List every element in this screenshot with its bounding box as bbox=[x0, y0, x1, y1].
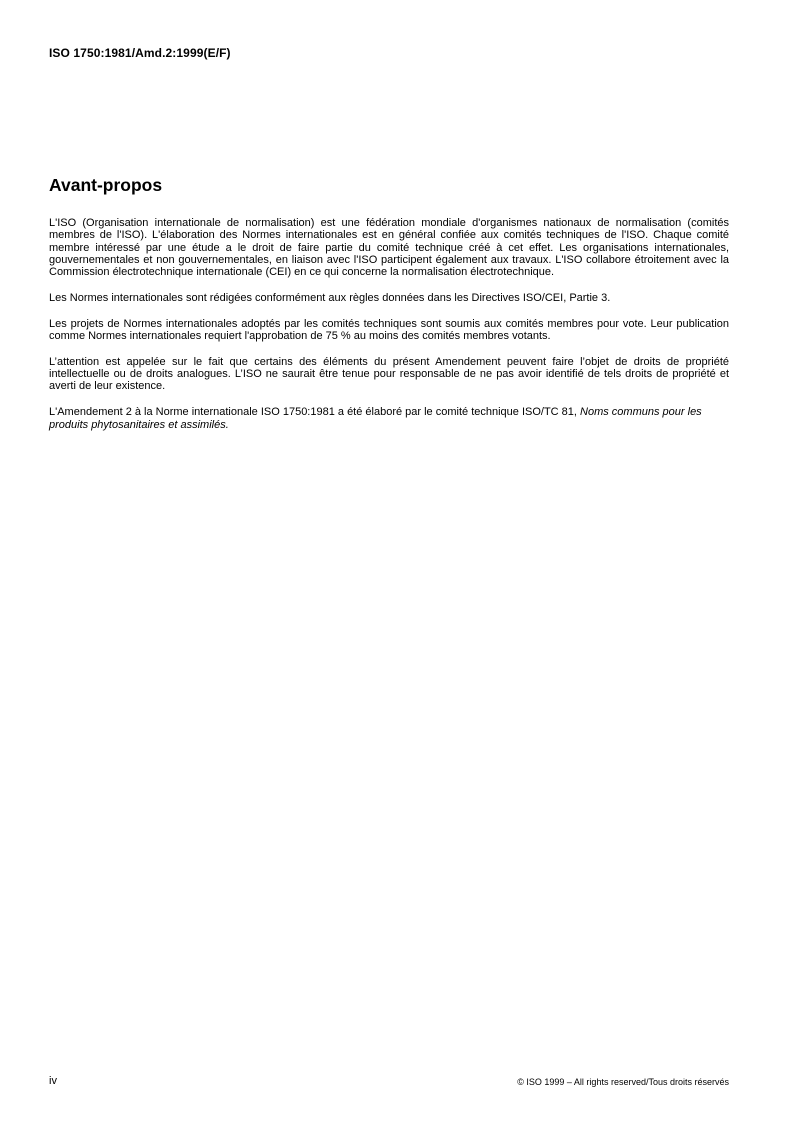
paragraph-directives: Les Normes internationales sont rédigées conformément aux règles données dans les Directives ISO/CEI, Partie 3. bbox=[49, 291, 611, 304]
paragraph-voting: Les projets de Normes internationales adoptés par les comités techniques sont soumis aux comités membres pour vote. Leur publication comme Normes internationales requiert l'approbation de 75 % au moins des comités membres votants. bbox=[49, 317, 729, 343]
committee-text: L'Amendement 2 à la Norme internationale ISO 1750:1981 a été élaboré par le comité technique ISO/TC 81, bbox=[49, 406, 581, 419]
paragraph-committee bbox=[49, 406, 729, 431]
page-number: iv bbox=[49, 1075, 57, 1087]
copyright-notice: © ISO 1999 – All rights reserved/Tous droits réservés bbox=[517, 1077, 729, 1087]
committee-title: Noms communs pour les produits phytosanitaires et assimilés. bbox=[49, 406, 702, 431]
section-title: Avant-propos bbox=[49, 175, 163, 195]
document-reference: ISO 1750:1981/Amd.2:1999(E/F) bbox=[49, 46, 231, 60]
paragraph-organisation: L'ISO (Organisation internationale de normalisation) est une fédération mondiale d'organismes nationaux de normalisation (comités membres de l'ISO). L'élaboration des Normes internationales est en général confiée aux comités techniques de l'ISO. Chaque comité membre intéressé par une étude a le droit de faire partie du comité technique créé à cet effet. Les organisations internationales, gouvernementales et non gouvernementales, en liaison avec l'ISO participent également aux travaux. L'ISO collabore étroitement avec la Commission électrotechnique internationale (CEI) en ce qui concerne la normalisation électrotechnique. bbox=[49, 217, 729, 279]
paragraph-patent-rights: L’attention est appelée sur le fait que certains des éléments du présent Amendement peuvent faire l’objet de droits de propriété intellectuelle ou de droits analogues. L’ISO ne saurait être tenue pour responsable de ne pas avoir identifié de tels droits de propriété et averti de leur existence. bbox=[49, 355, 729, 393]
foreword-body bbox=[49, 217, 729, 444]
